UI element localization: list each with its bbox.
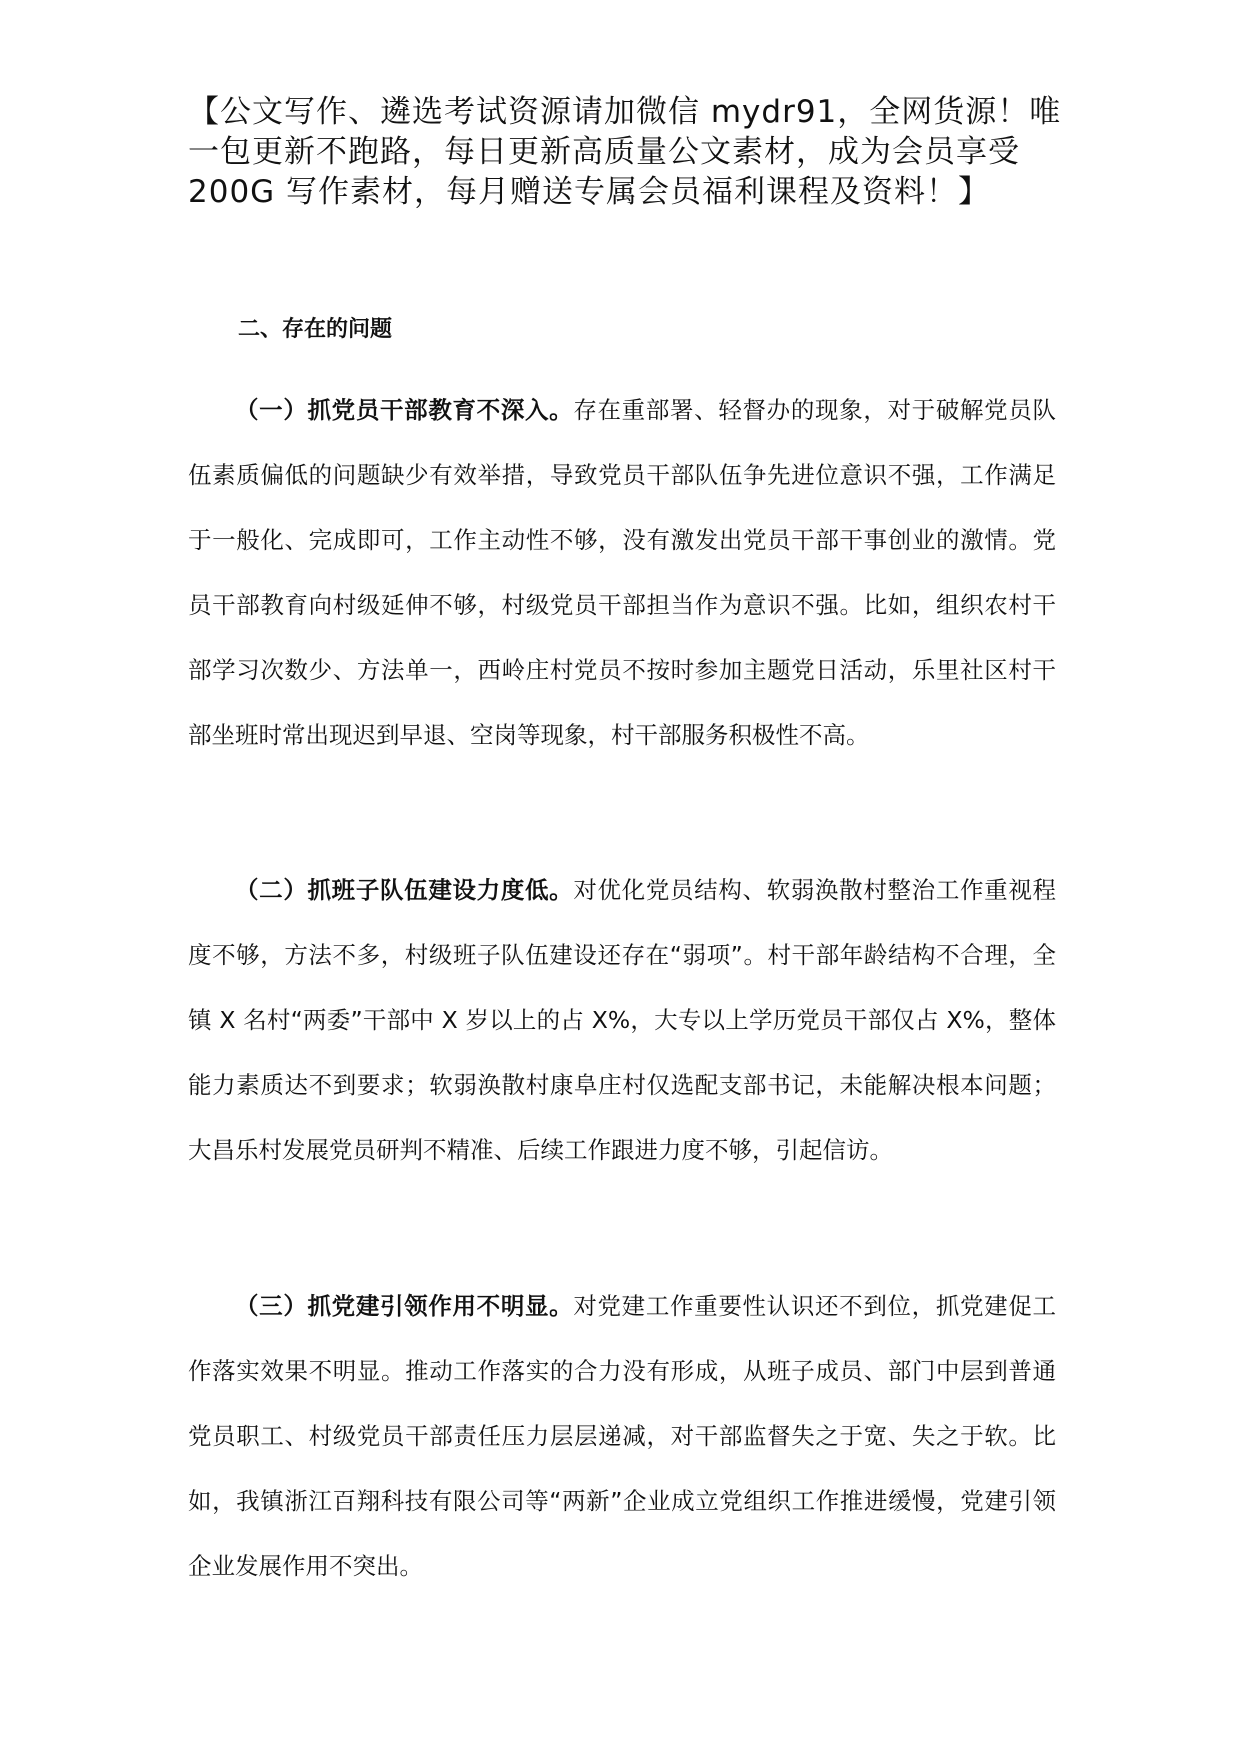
paragraph-issue-2 bbox=[188, 858, 1056, 1183]
paragraph-body: 存在重部署、轻督办的现象，对于破解党员队伍素质偏低的问题缺少有效举措，导致党员干部队伍争先进位意识不强，工作满足于一般化、完成即可，工作主动性不够，没有激发出党员干部干事创业的激情。党员干部教育向村级延伸不够，村级党员干部担当作为意识不强。比如，组织农村干部学习次数少、方法单一，西岭庄村党员不按时参加主题党日活动，乐里社区村干部坐班时常出现迟到早退、空岗等现象，村干部服务积极性不高。 bbox=[188, 396, 1057, 749]
paragraph-issue-3 bbox=[188, 1274, 1056, 1599]
paragraph-lead: （二）抓班子队伍建设力度低。 bbox=[235, 876, 574, 904]
paragraph-issue-1 bbox=[188, 378, 1056, 768]
promo-banner: 【公文写作、遴选考试资源请加微信 mydr91，全网货源！唯一包更新不跑路，每日更新高质量公文素材，成为会员享受 200G 写作素材，每月赠送专属会员福利课程及资料！】 bbox=[188, 94, 1062, 210]
paragraph-lead: （三）抓党建引领作用不明显。 bbox=[235, 1292, 574, 1320]
paragraph-lead: （一）抓党员干部教育不深入。 bbox=[235, 396, 574, 424]
paragraph-body: 对党建工作重要性认识还不到位，抓党建促工作落实效果不明显。推动工作落实的合力没有形成，从班子成员、部门中层到普通党员职工、村级党员干部责任压力层层递减，对干部监督失之于宽、失之于软。比如，我镇浙江百翔科技有限公司等“两新”企业成立党组织工作推进缓慢，党建引领企业发展作用不突出。 bbox=[188, 1292, 1057, 1580]
paragraph-body: 对优化党员结构、软弱涣散村整治工作重视程度不够，方法不多，村级班子队伍建设还存在“弱项”。村干部年龄结构不合理，全镇 X 名村“两委”干部中 X 岁以上的占 X%，大专以上学历党员干部仅占 X%，整体能力素质达不到要求；软弱涣散村康阜庄村仅选配支部书记，未能解决根本问题；大昌乐村发展党员研判不精准、后续工作跟进力度不够，引起信访。 bbox=[188, 876, 1057, 1164]
section-heading: 二、存在的问题 bbox=[238, 317, 393, 342]
